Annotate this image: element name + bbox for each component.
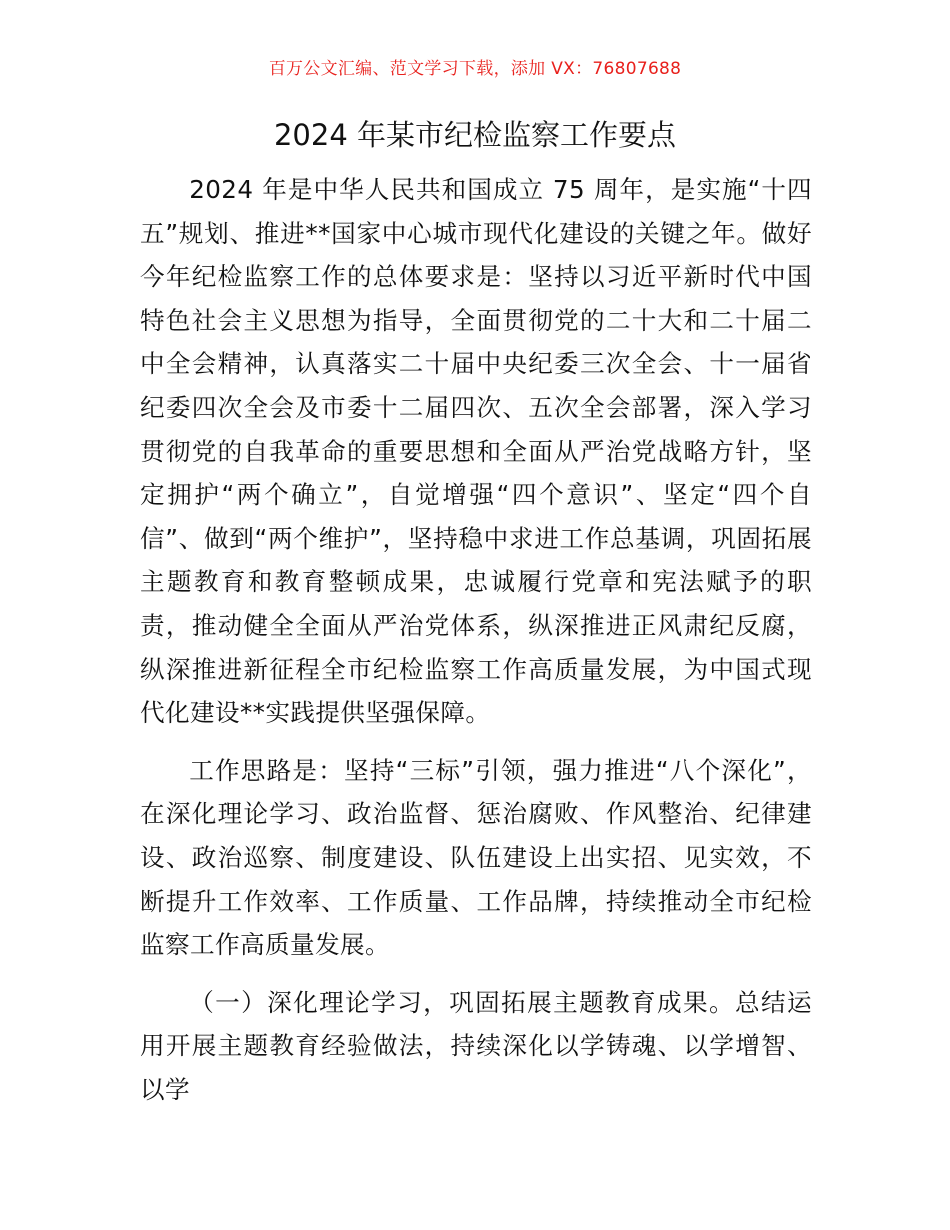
paragraph-work-approach: 工作思路是：坚持“三标”引领，强力推进“八个深化”，在深化理论学习、政治监督、惩治腐败、作风整治、纪律建设、政治巡察、制度建设、队伍建设上出实招、见实效，不断提升工作效率、工作质量、工作品牌，持续推动全市纪检监察工作高质量发展。 <box>140 755 812 960</box>
document-body <box>140 168 812 1111</box>
paragraph-general-requirements: 2024 年是中华人民共和国成立 75 周年，是实施“十四五”规划、推进**国家中心城市现代化建设的关键之年。做好今年纪检监察工作的总体要求是：坚持以习近平新时代中国特色社会主义思想为指导，全面贯彻党的二十大和二十届二中全会精神，认真落实二十届中央纪委三次全会、十一届省纪委四次全会及市委十二届四次、五次全会部署，深入学习贯彻党的自我革命的重要思想和全面从严治党战略方针，坚定拥护“两个确立”，自觉增强“四个意识”、坚定“四个自信”、做到“两个维护”，坚持稳中求进工作总基调，巩固拓展主题教育和教育整顿成果，忠诚履行党章和宪法赋予的职责，推动健全全面从严治党体系，纵深推进正风肃纪反腐，纵深推进新征程全市纪检监察工作高质量发展，为中国式现代化建设**实践提供坚强保障。 <box>140 175 812 728</box>
header-download-note: 百万公文汇编、范文学习下载，添加 VX：76807688 <box>268 59 682 79</box>
paragraph-section-one: （一）深化理论学习，巩固拓展主题教育成果。总结运用开展主题教育经验做法，持续深化以学铸魂、以学增智、以学 <box>140 987 812 1104</box>
document-title: 2024 年某市纪检监察工作要点 <box>273 118 677 152</box>
